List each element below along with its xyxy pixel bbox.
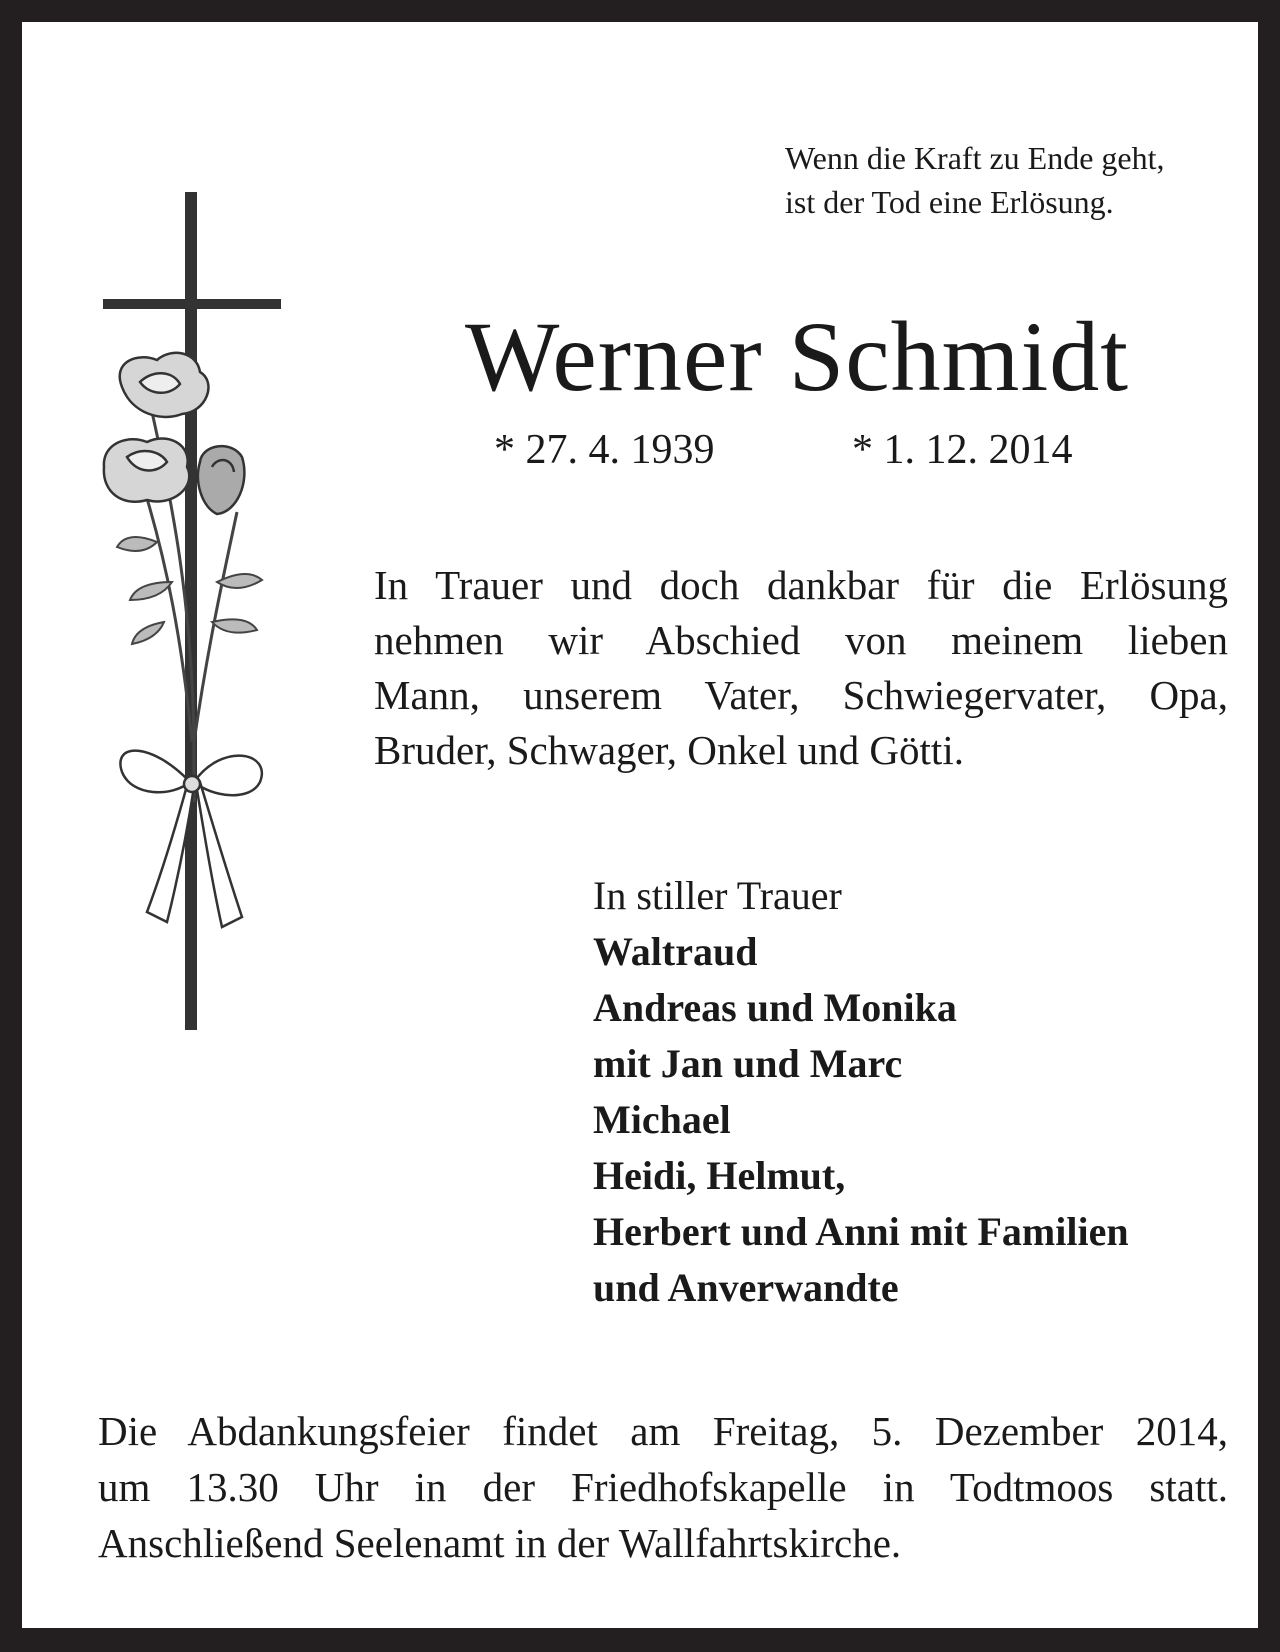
- mourners-heading: In stiller Trauer: [593, 873, 842, 918]
- service-line-3: Anschließend Seelenamt in der Wallfahrtskirche.: [98, 1520, 902, 1566]
- mourner-line: Heidi, Helmut,: [593, 1153, 846, 1198]
- service-line-2: um 13.30 Uhr in der Friedhofskapelle in Todtmoos statt.: [98, 1464, 1228, 1510]
- mourner-line: Herbert und Anni mit Familien: [593, 1209, 1129, 1254]
- motto-quote: [785, 136, 1245, 224]
- motto-line-1: Wenn die Kraft zu Ende geht,: [785, 140, 1165, 176]
- intro-line-2: nehmen wir Abschied von meinem lieben: [374, 617, 1228, 663]
- death-date: * 1. 12. 2014: [852, 427, 1073, 473]
- service-announcement: [98, 1403, 1228, 1571]
- mourner-line: und Anverwandte: [593, 1265, 899, 1310]
- service-line-1: Die Abdankungsfeier findet am Freitag, 5. Dezember 2014,: [98, 1408, 1228, 1454]
- mourner-line: mit Jan und Marc: [593, 1041, 903, 1086]
- intro-line-1: In Trauer und doch dankbar für die Erlösung: [374, 562, 1228, 608]
- intro-text: [374, 558, 1228, 778]
- mourner-line: Andreas und Monika: [593, 985, 957, 1030]
- deceased-name: Werner Schmidt: [464, 301, 1130, 412]
- cross-with-roses-icon: [82, 182, 302, 1052]
- mourner-line: Michael: [593, 1097, 731, 1142]
- mourners-list: [593, 868, 1233, 1316]
- birth-date: * 27. 4. 1939: [494, 427, 715, 473]
- motto-line-2: ist der Tod eine Erlösung.: [785, 184, 1114, 220]
- mourner-line: Waltraud: [593, 929, 758, 974]
- intro-line-3: Mann, unserem Vater, Schwiegervater, Opa,: [374, 672, 1228, 718]
- intro-line-4: Bruder, Schwager, Onkel und Götti.: [374, 727, 964, 773]
